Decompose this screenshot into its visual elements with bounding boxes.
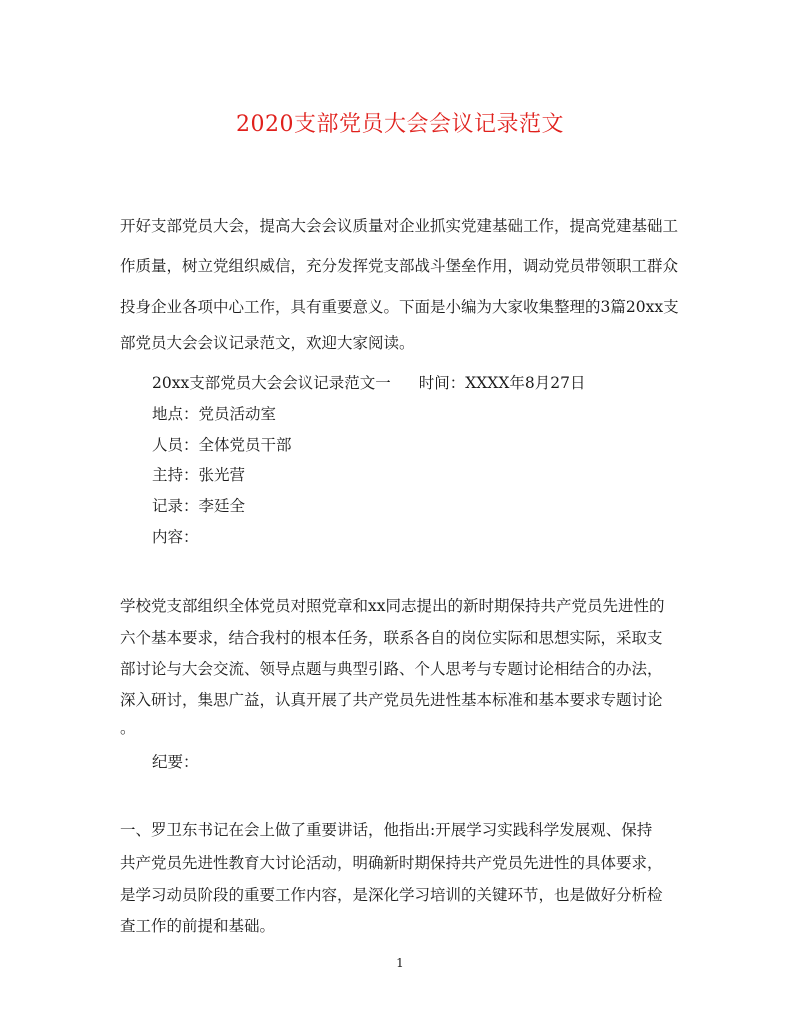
summary-label: 纪要： (152, 753, 199, 771)
document-title: 2020支部党员大会会议记录范文 (236, 112, 564, 137)
point-line: 一、罗卫东书记在会上做了重要讲话，他指出:开展学习实践科学发展观、保持 (120, 821, 653, 839)
intro-line: 开好支部党员大会，提高大会会议质量对企业抓实党建基础工作，提高党建基础工 (120, 217, 679, 235)
record-content-label: 内容： (152, 528, 199, 546)
point-line: 共产党员先进性教育大讨论活动，明确新时期保持共产党员先进性的具体要求， (120, 854, 663, 872)
content-line: 学校党支部组织全体党员对照党章和xx同志提出的新时期保持共产党员先进性的 (120, 597, 665, 615)
content-line: 六个基本要求，结合我村的根本任务，联系各自的岗位实际和思想实际，采取支 (120, 629, 663, 647)
record-recorder: 记录：李廷全 (152, 497, 246, 515)
record-heading: 20xx支部党员大会会议记录范文一 (152, 374, 391, 392)
point-line: 查工作的前提和基础。 (120, 917, 276, 935)
point-line: 是学习动员阶段的重要工作内容，是深化学习培训的关键环节，也是做好分析检 (120, 886, 663, 904)
content-line: 。 (120, 719, 136, 737)
record-host: 主持：张光营 (152, 466, 246, 484)
intro-line: 作质量，树立党组织威信，充分发挥党支部战斗堡垒作用，调动党员带领职工群众 (120, 257, 679, 275)
page-number: 1 (396, 956, 404, 970)
intro-line: 部党员大会会议记录范文，欢迎大家阅读。 (120, 334, 415, 352)
record-heading-line (152, 373, 585, 393)
record-attendees: 人员：全体党员干部 (152, 436, 292, 454)
record-location: 地点：党员活动室 (152, 405, 277, 423)
intro-line: 投身企业各项中心工作，具有重要意义。下面是小编为大家收集整理的3篇20xx支 (120, 298, 679, 316)
record-time: 时间：XXXX年8月27日 (418, 374, 586, 392)
content-line: 部讨论与大会交流、领导点题与典型引路、个人思考与专题讨论相结合的办法， (120, 660, 663, 678)
content-line: 深入研讨，集思广益，认真开展了共产党员先进性基本标准和基本要求专题讨论 (120, 691, 663, 709)
